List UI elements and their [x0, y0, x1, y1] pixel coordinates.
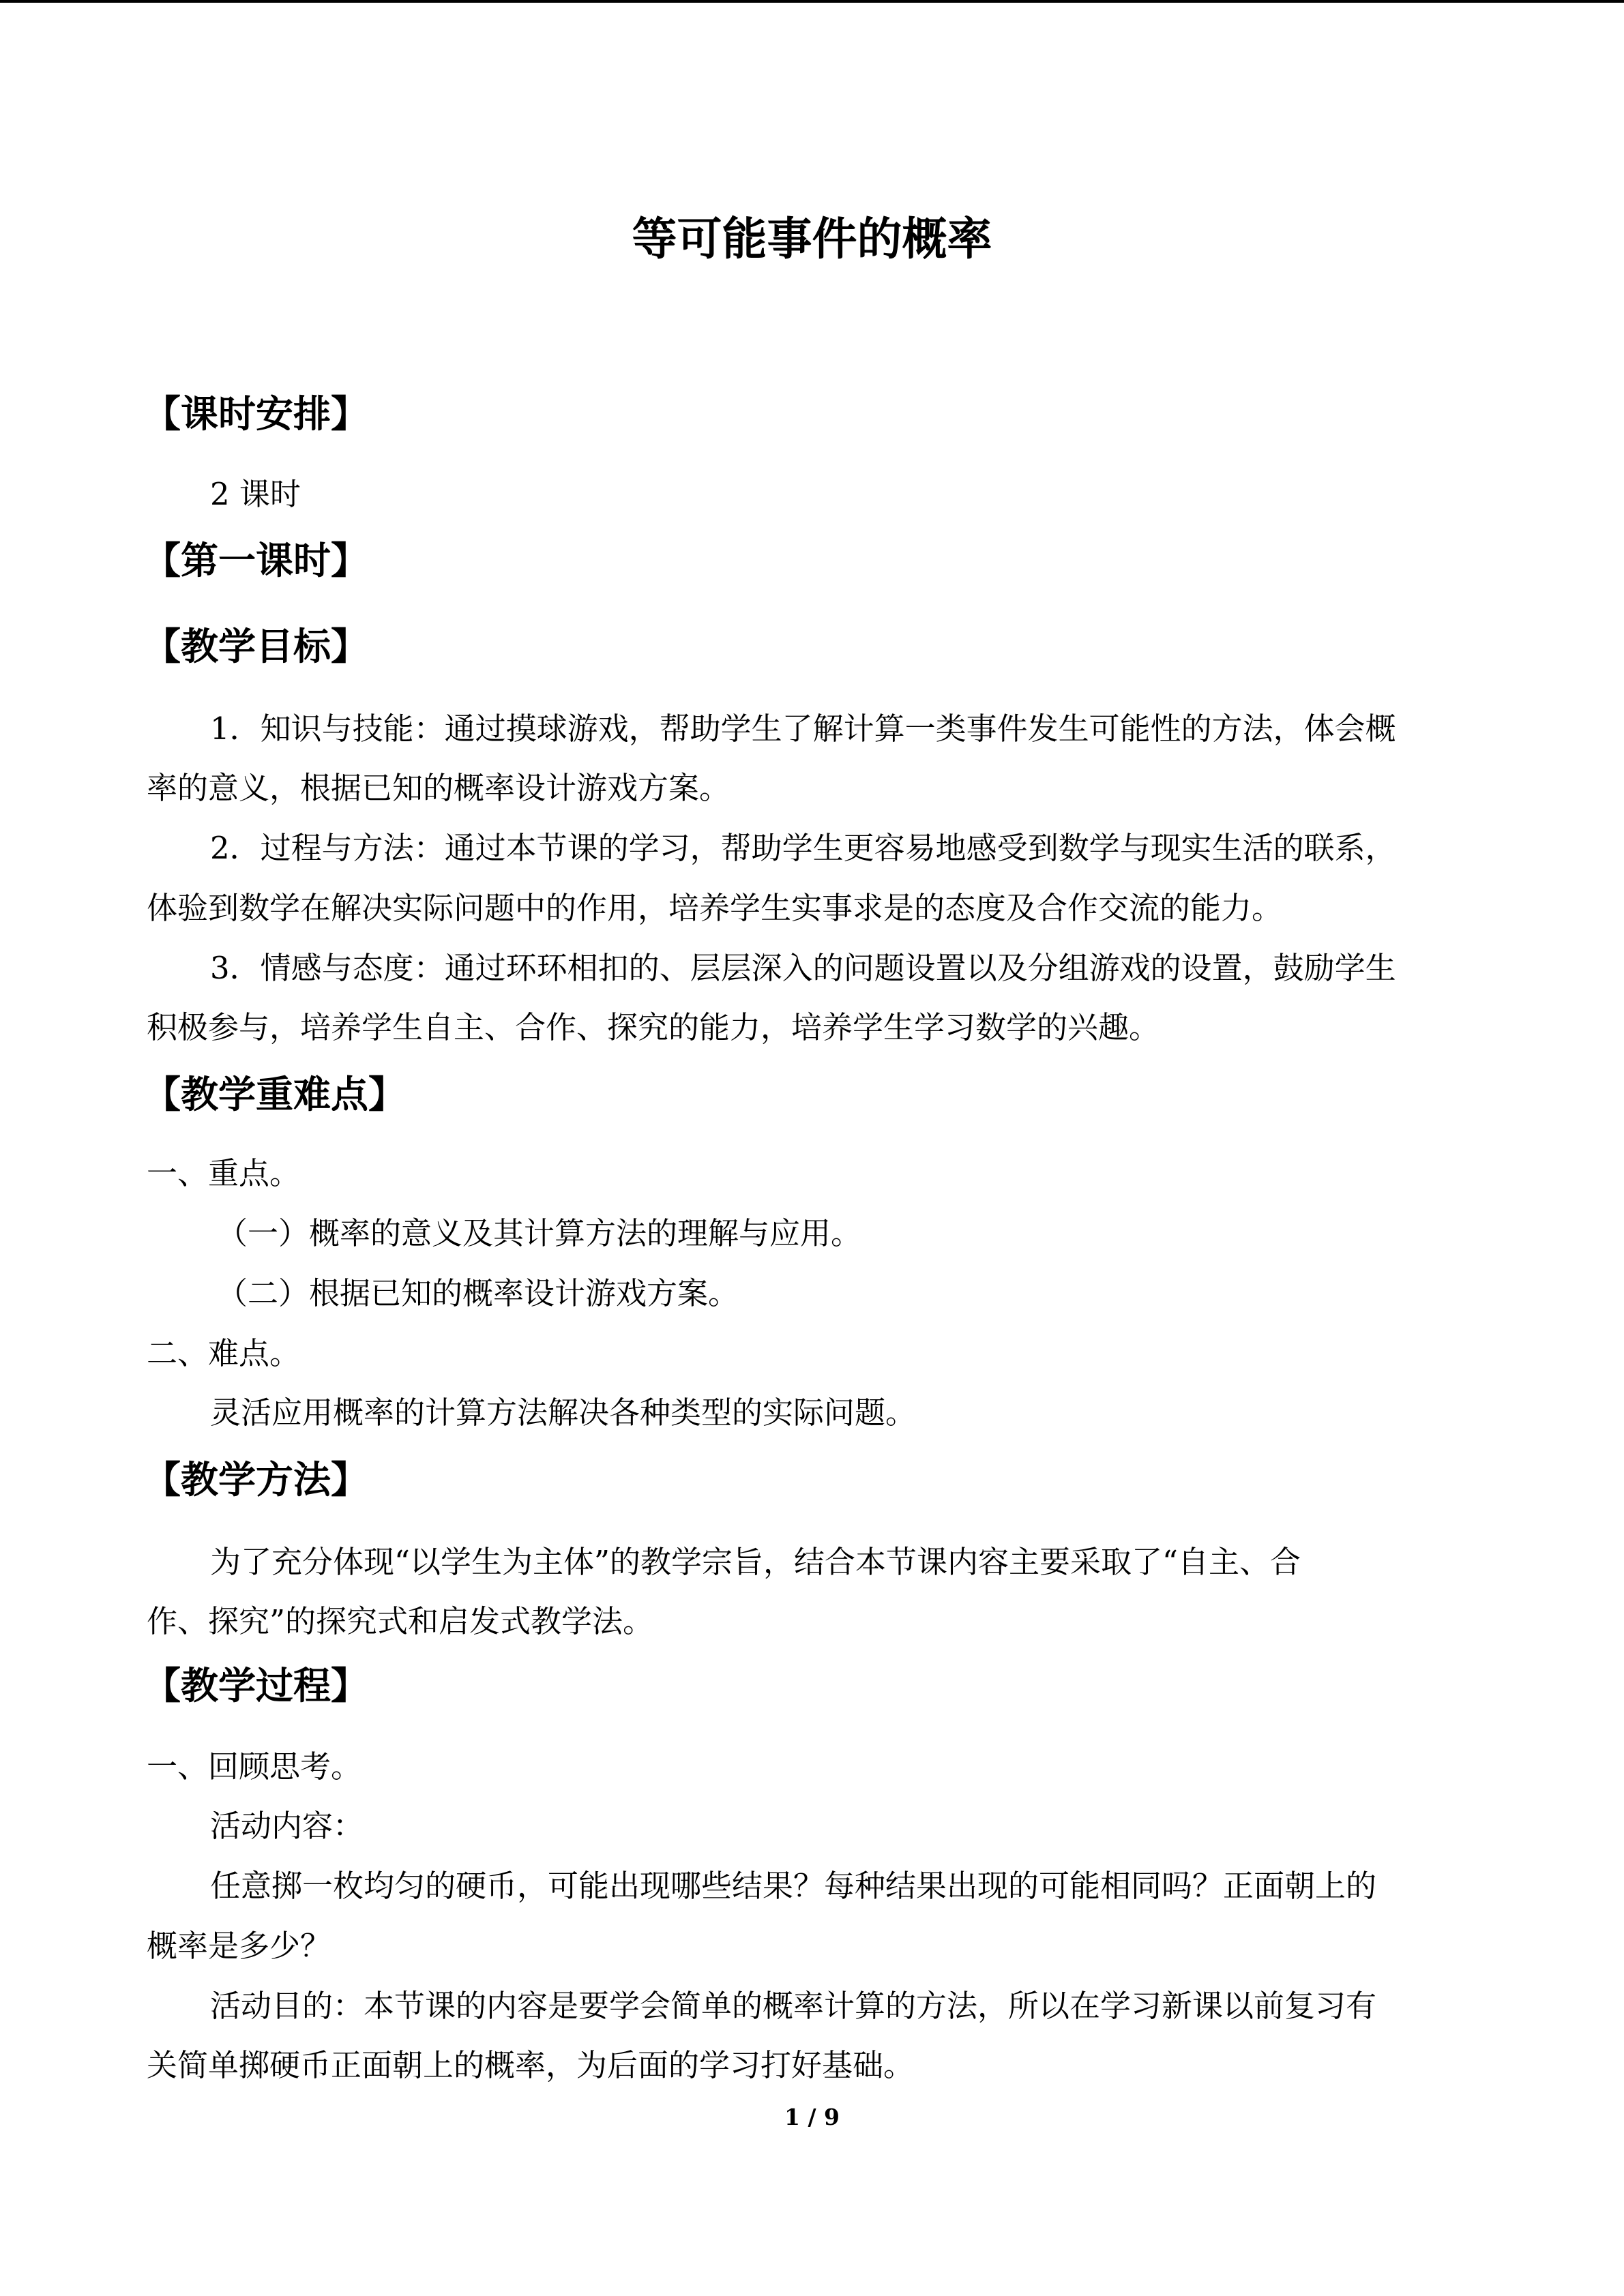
activity-line1: 任意掷一枚均匀的硬币，可能出现哪些结果？每种结果出现的可能相同吗？正面朝上的 — [210, 1868, 1377, 1904]
objective-3-line2: 积极参与，培养学生自主、合作、探究的能力，培养学生学习数学的兴趣。 — [147, 1009, 1160, 1045]
heading-process: 【教学过程】 — [143, 1663, 369, 1708]
page-number: 1 / 9 — [784, 2104, 840, 2130]
objective-1-line1: 1．知识与技能：通过摸球游戏，帮助学生了解计算一类事件发生可能性的方法，体会概 — [210, 711, 1396, 747]
key-item-1: （一）概率的意义及其计算方法的理解与应用。 — [217, 1215, 862, 1251]
heading-objectives: 【教学目标】 — [143, 624, 369, 668]
schedule-content: 2 课时 — [210, 476, 301, 512]
key-label: 一、重点。 — [147, 1155, 301, 1191]
heading-first-lesson: 【第一课时】 — [143, 538, 369, 582]
objective-3-line1: 3．情感与态度：通过环环相扣的、层层深入的问题设置以及分组游戏的设置，鼓励学生 — [210, 950, 1396, 986]
purpose-line2: 关简单掷硬币正面朝上的概率，为后面的学习打好基础。 — [147, 2047, 915, 2083]
methods-line1: 为了充分体现“以学生为主体”的教学宗旨，结合本节课内容主要采取了“自主、合 — [210, 1544, 1301, 1580]
methods-line2: 作、探究”的探究式和启发式教学法。 — [147, 1603, 654, 1639]
objective-2-line2: 体验到数学在解决实际问题中的作用，培养学生实事求是的态度及合作交流的能力。 — [147, 890, 1283, 926]
heading-methods: 【教学方法】 — [143, 1457, 369, 1502]
difficulty-text: 灵活应用概率的计算方法解决各种类型的实际问题。 — [210, 1395, 917, 1431]
heading-key-points: 【教学重难点】 — [143, 1072, 407, 1116]
purpose-line1: 活动目的：本节课的内容是要学会简单的概率计算的方法，所以在学习新课以前复习有 — [210, 1988, 1377, 2024]
objective-1-line2: 率的意义，根据已知的概率设计游戏方案。 — [147, 770, 730, 806]
heading-schedule: 【课时安排】 — [143, 391, 369, 436]
top-border — [0, 0, 1624, 3]
document-title: 等可能事件的概率 — [632, 212, 992, 265]
key-item-2: （二）根据已知的概率设计游戏方案。 — [217, 1275, 739, 1311]
activity-label: 活动内容： — [210, 1808, 364, 1844]
activity-line2: 概率是多少？ — [147, 1928, 331, 1964]
objective-2-line1: 2．过程与方法：通过本节课的学习，帮助学生更容易地感受到数学与现实生活的联系， — [210, 830, 1396, 866]
process-step-1: 一、回顾思考。 — [147, 1748, 362, 1785]
difficulty-label: 二、难点。 — [147, 1335, 301, 1371]
